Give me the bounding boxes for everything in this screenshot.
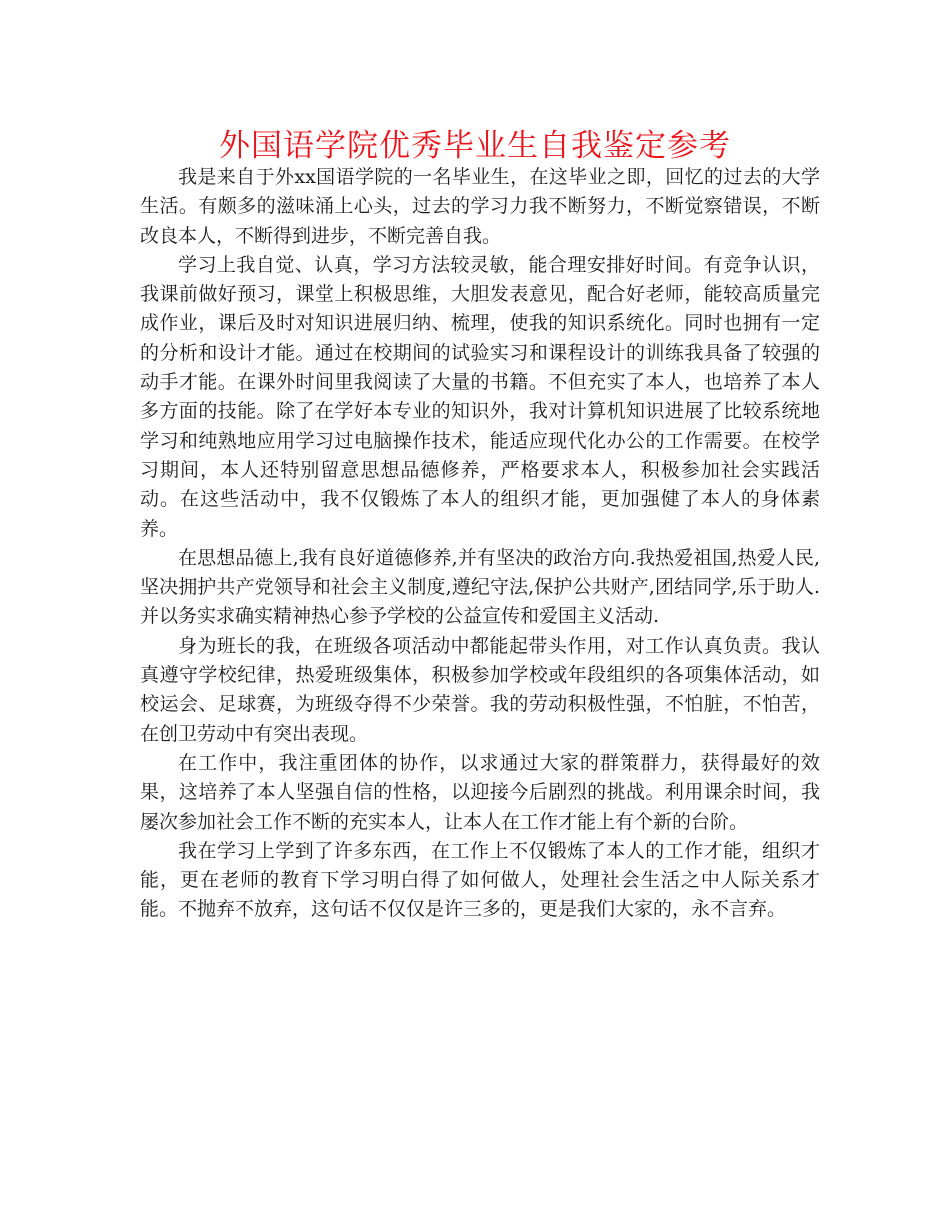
paragraph-morality: 在思想品德上,我有良好道德修养,并有坚决的政治方向.我热爱祖国,热爱人民,坚决拥护共产党领导和社会主义制度,遵纪守法,保护公共财产,团结同学,乐于助人.并以务实求确实精神热心参予学校的公益宣传和爱国主义活动. — [140, 546, 820, 628]
paragraph-work: 在工作中，我注重团体的协作，以求通过大家的群策群力，获得最好的效果，这培养了本人坚强自信的性格，以迎接今后剧烈的挑战。利用课余时间，我屡次参加社会工作不断的充实本人，让本人在工作才能上有个新的台阶。 — [140, 751, 820, 833]
document-title: 外国语学院优秀毕业生自我鉴定参考 — [219, 128, 731, 164]
paragraph-conclusion: 我在学习上学到了许多东西，在工作上不仅锻炼了本人的工作才能，组织才能，更在老师的教育下学习明白得了如何做人，处理社会生活之中人际关系才能。不抛弃不放弃，这句话不仅仅是许三多的，更是我们大家的，永不言弃。 — [140, 839, 820, 921]
paragraph-study: 学习上我自觉、认真，学习方法较灵敏，能合理安排好时间。有竞争认识，我课前做好预习，课堂上积极思维，大胆发表意见，配合好老师，能较高质量完成作业，课后及时对知识进展归纳、梳理，使我的知识系统化。同时也拥有一定的分析和设计才能。通过在校期间的试验实习和课程设计的训练我具备了较强的动手才能。在课外时间里我阅读了大量的书籍。不但充实了本人，也培养了本人多方面的技能。除了在学好本专业的知识外，我对计算机知识进展了比较系统地学习和纯熟地应用学习过电脑操作技术，能适应现代化办公的工作需要。在校学习期间，本人还特别留意思想品德修养，严格要求本人，积极参加社会实践活动。在这些活动中，我不仅锻炼了本人的组织才能，更加强健了本人的身体素养。 — [140, 253, 820, 540]
paragraph-class-monitor: 身为班长的我，在班级各项活动中都能起带头作用，对工作认真负责。我认真遵守学校纪律，热爱班级集体，积极参加学校或年段组织的各项集体活动，如校运会、足球赛，为班级夺得不少荣誉。我的劳动积极性强，不怕脏，不怕苦，在创卫劳动中有突出表现。 — [140, 634, 820, 745]
paragraph-intro: 我是来自于外xx国语学院的一名毕业生，在这毕业之即，回忆的过去的大学生活。有颇多的滋味涌上心头，过去的学习力我不断努力，不断觉察错误，不断改良本人，不断得到进步，不断完善自我。 — [140, 166, 820, 247]
document-body — [140, 163, 820, 925]
